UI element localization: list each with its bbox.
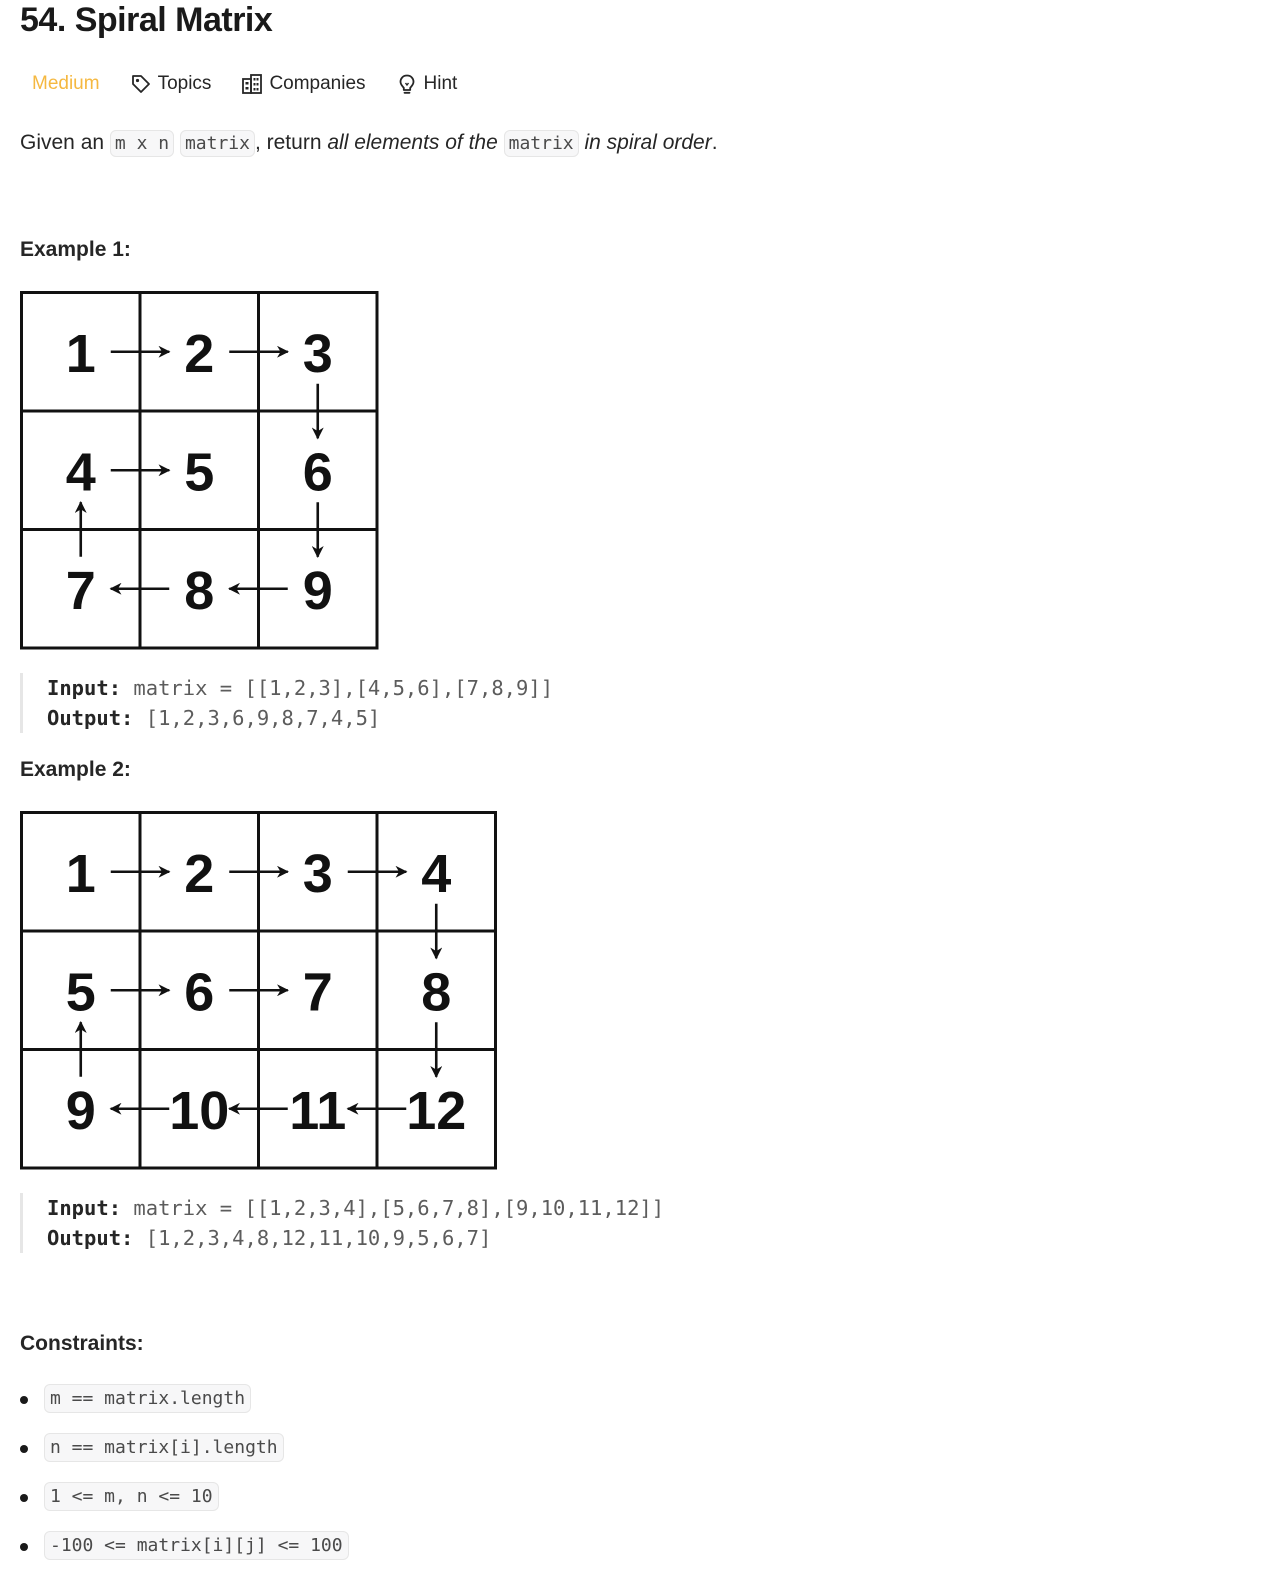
- matrix-cell-value: 7: [65, 560, 96, 621]
- example-2-input-label: Input:: [47, 1196, 122, 1220]
- matrix-cell-value: 3: [302, 843, 333, 904]
- matrix-cell-value: 10: [169, 1080, 230, 1141]
- matrix-cell-value: 2: [184, 323, 215, 384]
- matrix-cell-value: 5: [184, 442, 215, 503]
- statement-middle: , return: [254, 131, 322, 154]
- inline-code-dims: m x n: [110, 130, 174, 157]
- lightbulb-icon: [396, 73, 418, 95]
- problem-title: 54. Spiral Matrix: [20, 1, 273, 39]
- tag-icon: [130, 73, 152, 95]
- problem-statement: [20, 126, 718, 161]
- example-1-io: [20, 673, 553, 733]
- matrix-cell-value: 2: [184, 843, 215, 904]
- hint-button[interactable]: [396, 64, 458, 104]
- matrix-cell-value: 1: [65, 323, 96, 384]
- constraint-item: [20, 1384, 349, 1433]
- topics-button[interactable]: [130, 64, 212, 104]
- companies-button[interactable]: [241, 64, 365, 104]
- inline-code-matrix: matrix: [180, 130, 255, 157]
- bullet: [20, 1396, 28, 1404]
- tag-bar: [20, 64, 487, 104]
- building-icon: [241, 73, 263, 95]
- matrix-cell-value: 3: [302, 323, 333, 384]
- constraint-item: [20, 1531, 349, 1580]
- example-2-output-value: [1,2,3,4,8,12,11,10,9,5,6,7]: [145, 1226, 492, 1250]
- matrix-cell-value: 4: [65, 442, 96, 503]
- companies-label: Companies: [269, 73, 366, 94]
- matrix-cell-value: 1: [65, 843, 96, 904]
- statement-emphasis: all elements of the: [327, 131, 498, 154]
- constraint-code: 1 <= m, n <= 10: [44, 1482, 219, 1511]
- statement-suffix: .: [711, 131, 718, 154]
- matrix-cell-value: 6: [302, 442, 333, 503]
- example-1-input-value: matrix = [[1,2,3],[4,5,6],[7,8,9]]: [133, 676, 554, 700]
- constraints-heading: Constraints:: [20, 1332, 144, 1355]
- example-2-io: [20, 1193, 664, 1253]
- constraint-code: n == matrix[i].length: [44, 1433, 284, 1462]
- statement-emphasis-2: in spiral order: [584, 131, 712, 154]
- difficulty-badge[interactable]: Medium: [32, 73, 100, 94]
- matrix-cell-value: 12: [406, 1080, 467, 1141]
- example-2-heading: Example 2:: [20, 758, 131, 781]
- matrix-cell-value: 5: [65, 962, 96, 1023]
- example-1-input-label: Input:: [47, 676, 122, 700]
- constraint-item: [20, 1433, 349, 1482]
- example-1-output-value: [1,2,3,6,9,8,7,4,5]: [145, 706, 381, 730]
- inline-code-matrix-2: matrix: [504, 130, 579, 157]
- matrix-cell-value: 8: [421, 962, 452, 1023]
- matrix-cell-value: 9: [65, 1080, 96, 1141]
- bullet: [20, 1445, 28, 1453]
- constraint-code: m == matrix.length: [44, 1384, 251, 1413]
- constraint-code: -100 <= matrix[i][j] <= 100: [44, 1531, 349, 1560]
- example-2-spiral-figure: [20, 811, 499, 1170]
- matrix-cell-value: 11: [289, 1080, 347, 1141]
- matrix-cell-value: 4: [421, 843, 452, 904]
- matrix-cell-value: 8: [184, 560, 215, 621]
- example-2-input-value: matrix = [[1,2,3,4],[5,6,7,8],[9,10,11,12]]: [133, 1196, 665, 1220]
- example-2-output-label: Output:: [47, 1226, 134, 1250]
- bullet: [20, 1494, 28, 1502]
- matrix-cell-value: 7: [302, 962, 333, 1023]
- example-1-output-label: Output:: [47, 706, 134, 730]
- topics-label: Topics: [157, 73, 212, 94]
- bullet: [20, 1543, 28, 1551]
- matrix-cell-value: 9: [302, 560, 333, 621]
- example-1-spiral-figure: [20, 291, 380, 650]
- hint-label: Hint: [423, 73, 458, 94]
- constraints-list: [20, 1384, 349, 1580]
- constraint-item: [20, 1482, 349, 1531]
- example-1-heading: Example 1:: [20, 238, 131, 261]
- statement-prefix: Given an: [20, 131, 105, 154]
- matrix-cell-value: 6: [184, 962, 215, 1023]
